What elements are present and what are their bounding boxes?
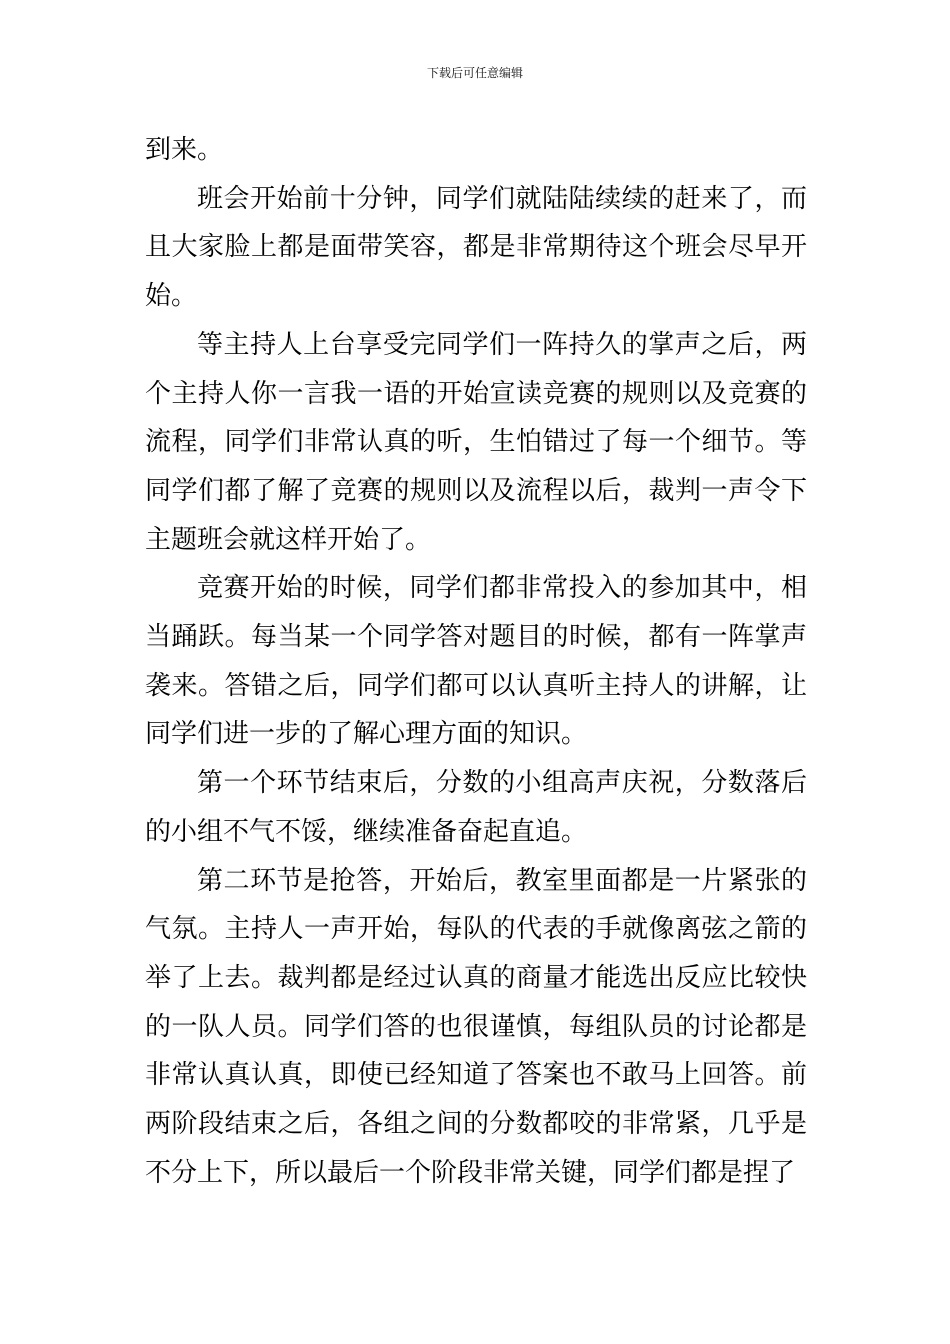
paragraph: 等主持人上台享受完同学们一阵持久的掌声之后，两个主持人你一言我一语的开始宣读竞赛的规则以及竞赛的流程，同学们非常认真的听，生怕错过了每一个细节。等同学们都了解了竞赛的规则以及流程以后，裁判一声令下主题班会就这样开始了。 <box>145 329 807 555</box>
paragraph: 班会开始前十分钟，同学们就陆陆续续的赶来了，而且大家脸上都是面带笑容，都是非常期待这个班会尽早开始。 <box>145 183 807 312</box>
paragraph: 第一个环节结束后，分数的小组高声庆祝，分数落后的小组不气不馁，继续准备奋起直追。 <box>145 768 807 847</box>
page-header-note: 下载后可任意编辑 <box>426 66 523 80</box>
paragraph: 到来。 <box>145 135 224 165</box>
paragraph: 竞赛开始的时候，同学们都非常投入的参加其中，相当踊跃。每当某一个同学答对题目的时候，都有一阵掌声袭来。答错之后，同学们都可以认真听主持人的讲解，让同学们进一步的了解心理方面的知识。 <box>145 573 807 750</box>
paragraph: 第二环节是抢答，开始后，教室里面都是一片紧张的气氛。主持人一声开始，每队的代表的手就像离弦之箭的举了上去。裁判都是经过认真的商量才能选出反应比较快的一队人员。同学们答的也很谨慎，每组队员的讨论都是非常认真认真，即使已经知道了答案也不敢马上回答。前两阶段结束之后，各组之间的分数都咬的非常紧，几乎是不分上下，所以最后一个阶段非常关键，同学们都是捏了 <box>145 865 807 1188</box>
document-body <box>145 126 807 1197</box>
